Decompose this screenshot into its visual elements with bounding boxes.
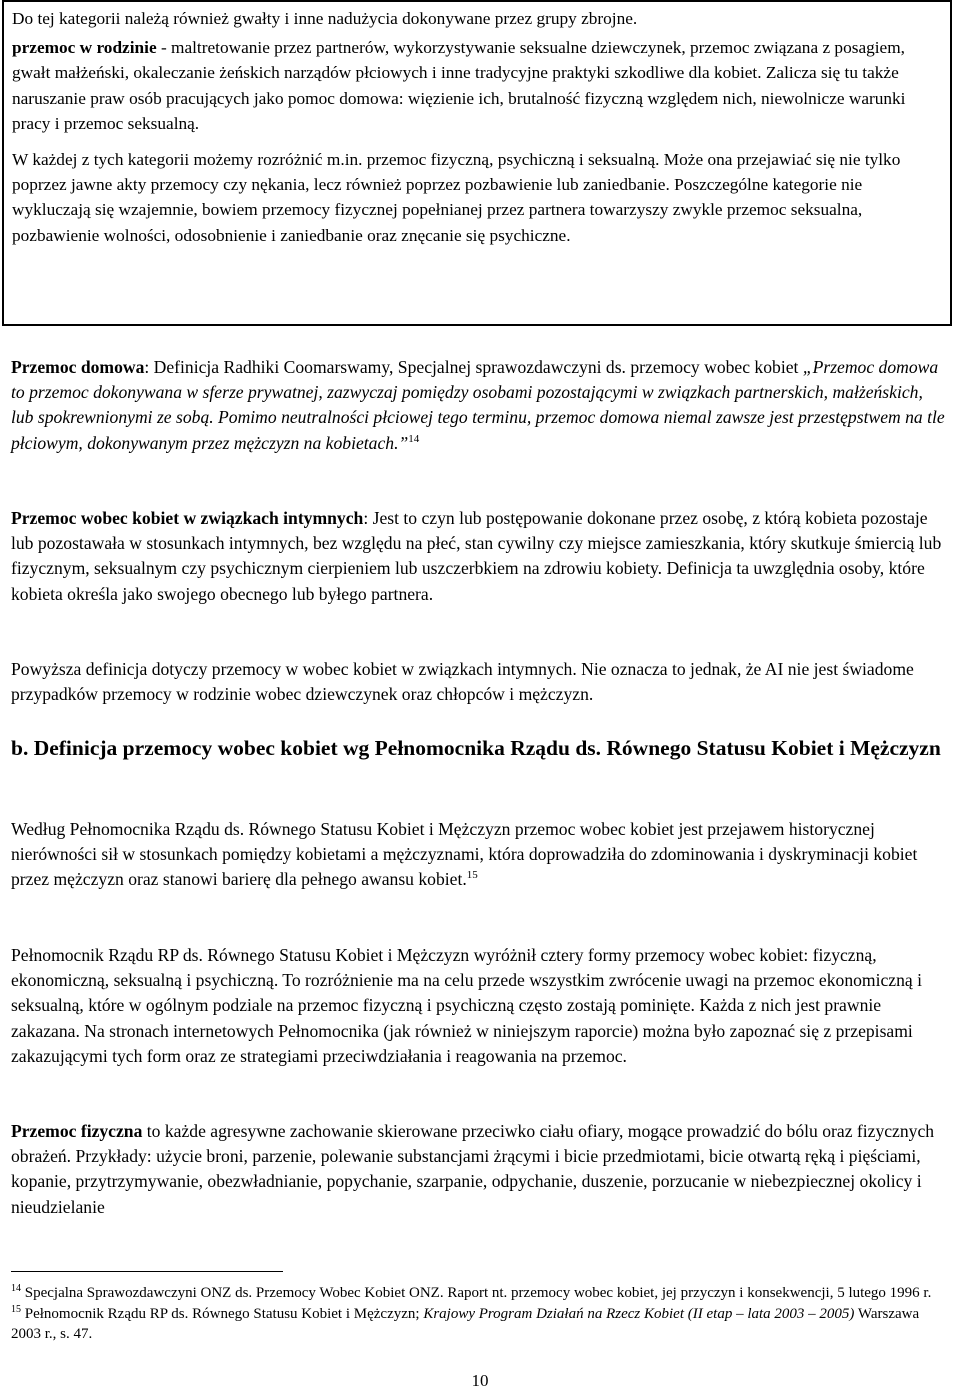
boxed-intro: Do tej kategorii należą również gwałty i inne nadużycia dokonywane przez grupy zbrojne.	[12, 9, 638, 28]
intimate-violence-term: Przemoc wobec kobiet w związkach intymnych	[11, 508, 364, 528]
footnote-15-text: Pełnomocnik Rządu RP ds. Równego Statusu Kobiet i Mężczyzn;	[21, 1305, 424, 1322]
footnote-divider	[11, 1271, 283, 1272]
boxed-section	[2, 0, 952, 326]
page-number: 10	[471, 1371, 489, 1390]
intimate-violence-section	[11, 506, 947, 607]
footnote-15-tail: Warszawa 2003 r., s. 47.	[11, 1305, 920, 1342]
footnote-ref-15: 15	[466, 869, 478, 882]
plenipotentiary-text: Według Pełnomocnika Rządu ds. Równego Statusu Kobiet i Mężczyzn przemoc wobec kobiet jest przejawem historycznej nierówności sił w stosunkach pomiędzy kobietami a mężczyznami, która doprowadziła do zdominowania i dyskryminacji kobiet przez mężczyzn oraz stanowi barierę dla pełnego awansu kobiet.	[11, 819, 918, 890]
plenipotentiary-section	[11, 817, 947, 893]
four-forms-section	[11, 943, 947, 1069]
four-forms-paragraph: Pełnomocnik Rządu RP ds. Równego Statusu Kobiet i Mężczyzn wyróżnił cztery formy przemocy wobec kobiet: fizyczną, ekonomiczną, seksualną i psychiczną. To rozróżnienie ma na celu przede wszystkim zwrócenie uwagi na przemoc ekonomiczną i seksualną, które w ogólnym podziale na przemoc fizyczną i psychiczną często zostają pominięte. Każda z nich jest prawnie zakazana. Na stronach internetowych Pełnomocnika (jak również w niniejszym raporcie) można było zapoznać się z przepisami zakazującymi tych form oraz ze strategiami przeciwdziałania i reagowania na przemoc.	[11, 945, 923, 1066]
above-definition-section	[11, 657, 947, 707]
physical-violence-text: to każde agresywne zachowanie skierowane przeciwko ciału ofiary, mogące prowadzić do bólu oraz fizycznych obrażeń. Przykłady: użycie broni, parzenie, polewanie substancjami żrącymi i bicie przedmiotami, bicie otwartą ręką i pięściami, kopanie, przytrzymywanie, obezwładnianie, popychanie, szarpanie, odpychanie, duszenie, porzucanie w niebezpiecznej okolicy i nieudzielanie	[11, 1121, 935, 1217]
family-violence-term: przemoc w rodzinie	[12, 38, 157, 58]
plenipotentiary-paragraph	[11, 817, 947, 893]
footnote-14-number: 14	[11, 1283, 21, 1294]
footnote-15-number: 15	[11, 1303, 21, 1315]
footnote-ref-14: 14	[408, 432, 420, 445]
physical-violence-section	[11, 1119, 947, 1220]
intimate-violence-paragraph	[11, 506, 947, 607]
family-violence-text: - maltretowanie przez partnerów, wykorzystywanie seksualne dziewczynek, przemoc związana z posagiem, gwałt małżeński, okaleczanie żeńskich narządów płciowych i inne tradycyjne praktyki szkodliwe dla kobiet. Zalicza się tu także naruszanie praw osób pracujących jako pomoc domowa: więzienie ich, brutalność fizyczną względem nich, niewolnicze warunki pracy i przemoc seksualną.	[12, 38, 906, 133]
categories-paragraph: W każdej z tych kategorii możemy rozróżnić m.in. przemoc fizyczną, psychiczną i seksualną. Może ona przejawiać się nie tylko poprzez jawne akty przemocy czy nękania, lecz również poprzez pozbawienie lub zaniedbanie. Poszczególne kategorie nie wykluczają się wzajemnie, bowiem przemocy fizycznej popełnianej przez partnera towarzyszy zwykle przemoc seksualna, pozbawienie wolności, odosobnienie i zaniedbanie oraz znęcanie się psychiczne.	[12, 150, 901, 245]
above-definition-paragraph: Powyższa definicja dotyczy przemocy w wobec kobiet w związkach intymnych. Nie oznacza to jednak, że AI nie jest świadome przypadków przemocy w rodzinie wobec dziewczynek oraz chłopców i mężczyzn.	[11, 659, 914, 705]
domestic-violence-quote: „Przemoc domowa to przemoc dokonywana w sferze prywatnej, zazwyczaj pomiędzy osobami pozostającymi w związkach partnerskich, małżeńskich, lub spokrewnionymi ze sobą. Pomimo neutralności płciowej tego terminu, przemoc domowa niemal zawsze jest przestępstwem na tle płciowym, dokonywanym przez mężczyzn na kobietach.”	[11, 357, 945, 453]
family-violence-paragraph	[12, 35, 942, 136]
physical-violence-paragraph	[11, 1119, 947, 1220]
footnote-14	[11, 1283, 947, 1304]
physical-violence-term: Przemoc fizyczna	[11, 1121, 143, 1141]
domestic-violence-term: Przemoc domowa	[11, 357, 145, 377]
footnote-15-title: Krajowy Program Działań na Rzecz Kobiet (II etap – lata 2003 – 2005)	[423, 1305, 855, 1322]
domestic-violence-paragraph	[11, 355, 947, 456]
section-b-heading: b. Definicja przemocy wobec kobiet wg Pełnomocnika Rządu ds. Równego Statusu Kobiet i Mężczyzn	[11, 736, 941, 760]
footnote-15	[11, 1304, 947, 1345]
domestic-violence-lead: : Definicja Radhiki Coomarswamy, Specjalnej sprawozdawczyni ds. przemocy wobec kobiet	[144, 357, 803, 377]
domestic-violence-section	[11, 355, 947, 456]
footnotes	[11, 1283, 947, 1345]
intimate-violence-text: : Jest to czyn lub postępowanie dokonane przez osobę, z którą kobieta pozostaje lub pozostawała w stosunkach intymnych, bez względu na płeć, stan cywilny czy miejsce zamieszkania, który skutkuje śmiercią lub fizycznym, seksualnym czy psychicznym cierpieniem lub uszczerbkiem na zdrowiu kobiety. Definicja ta uwzględnia osoby, które kobieta określa jako swojego obecnego lub byłego partnera.	[11, 508, 942, 604]
footnote-14-text: Specjalna Sprawozdawczyni ONZ ds. Przemocy Wobec Kobiet ONZ. Raport nt. przemocy wobec kobiet, jej przyczyn i konsekwencji, 5 lutego 1996 r.	[21, 1285, 932, 1301]
